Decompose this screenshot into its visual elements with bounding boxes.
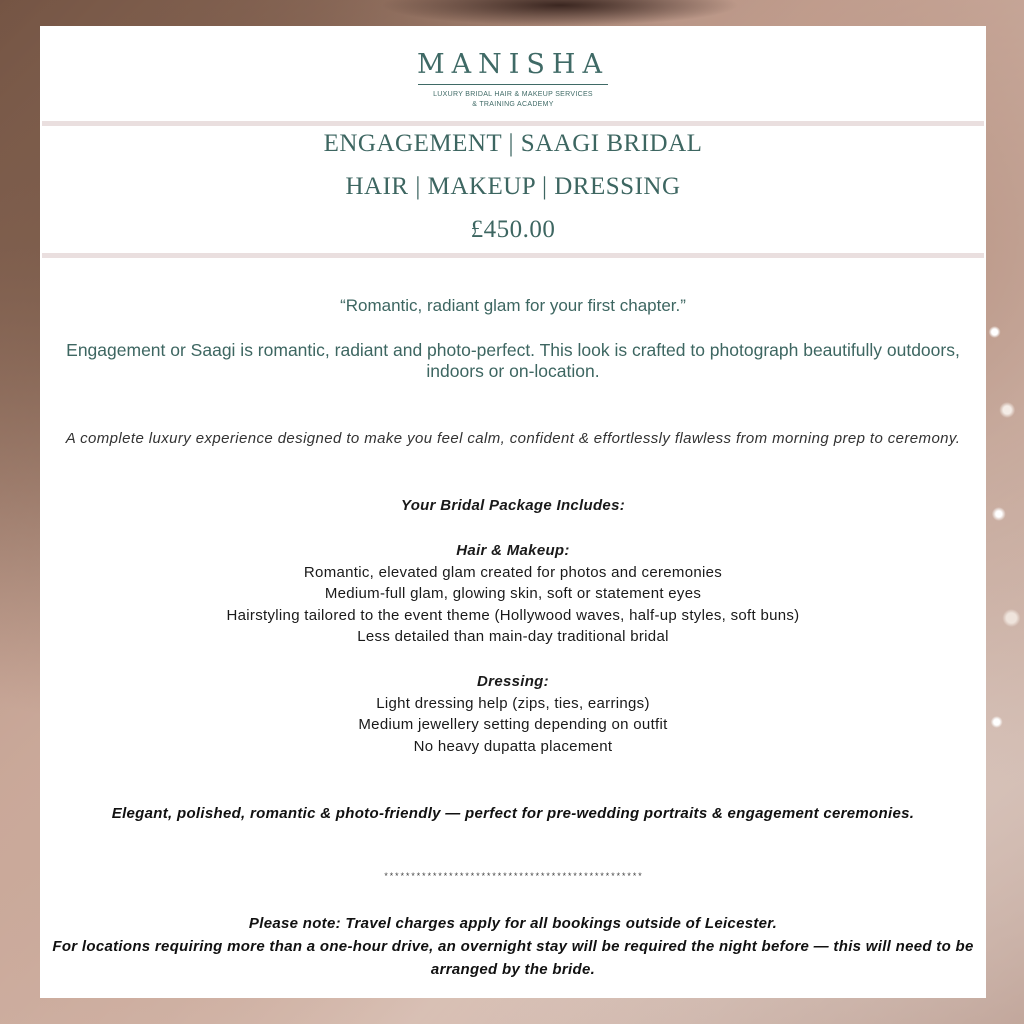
list-item: Medium-full glam, glowing skin, soft or statement eyes — [324, 585, 702, 603]
travel-note-line-2: For locations requiring more than a one-hour drive, an overnight stay will be required the night before — this will need to be arranged by the bride. — [52, 938, 974, 978]
package-services: HAIR | MAKEUP | DRESSING — [345, 173, 681, 200]
closing-statement: Elegant, polished, romantic & photo-friendly — perfect for pre-wedding portraits & engagement ceremonies. — [111, 805, 915, 822]
brand-rule — [418, 84, 608, 85]
brand-logo — [40, 50, 986, 110]
list-item: Less detailed than main-day traditional bridal — [357, 628, 669, 646]
list-item: Hairstyling tailored to the event theme (Hollywood waves, half-up styles, soft buns) — [226, 606, 800, 624]
brand-tagline-1: LUXURY BRIDAL HAIR & MAKEUP SERVICES — [433, 91, 593, 98]
package-price: £450.00 — [470, 216, 556, 243]
brand-name: MANISHA — [417, 49, 609, 80]
list-item: Romantic, elevated glam created for photos and ceremonies — [303, 563, 723, 581]
list-item: Medium jewellery setting depending on outfit — [358, 716, 668, 734]
background-photo-jewellery — [982, 280, 1024, 800]
separator: ************************************************ — [383, 872, 643, 882]
list-item: Light dressing help (zips, ties, earrings) — [376, 694, 650, 712]
brand-tagline-2: & TRAINING ACADEMY — [472, 101, 554, 108]
intro-paragraph: Engagement or Saagi is romantic, radiant and photo-perfect. This look is crafted to photograph beautifully outdoors, indoors or on-location. — [66, 340, 960, 381]
hair-makeup-section — [40, 540, 986, 648]
bottom-divider — [42, 253, 984, 258]
top-divider — [42, 121, 984, 126]
hair-makeup-heading: Hair & Makeup: — [456, 542, 570, 559]
dressing-section — [40, 671, 986, 757]
travel-note — [46, 912, 980, 981]
background-photo-brow — [380, 0, 740, 26]
includes-heading: Your Bridal Package Includes: — [400, 497, 626, 514]
travel-note-line-1: Please note: Travel charges apply for all bookings outside of Leicester. — [248, 915, 778, 932]
dressing-heading: Dressing: — [477, 673, 549, 690]
tagline-quote: “Romantic, radiant glam for your first chapter.” — [340, 296, 686, 315]
package-card — [40, 26, 986, 998]
list-item: No heavy dupatta placement — [413, 737, 613, 755]
package-title: ENGAGEMENT | SAAGI BRIDAL — [323, 130, 703, 157]
lead-paragraph: A complete luxury experience designed to make you feel calm, confident & effortlessly flawless from morning prep to ceremony. — [65, 430, 961, 447]
